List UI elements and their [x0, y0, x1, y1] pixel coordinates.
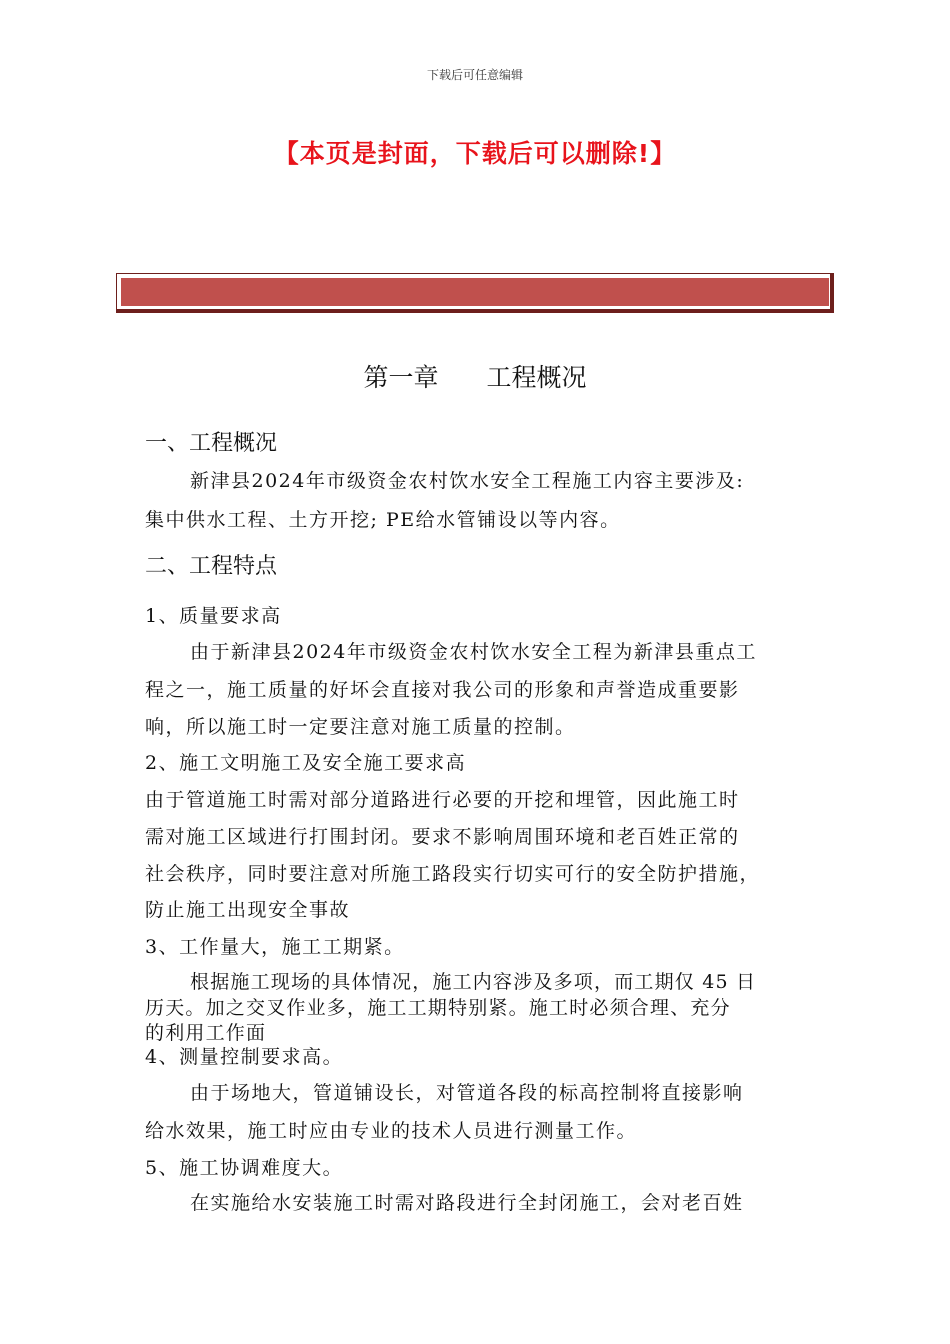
item-title: 4、测量控制要求高。	[145, 1046, 344, 1068]
chapter-name: 工程概况	[486, 363, 587, 392]
banner-shadow-bottom	[117, 309, 833, 312]
paragraph-line: 由于场地大，管道铺设长，对管道各段的标高控制将直接影响	[190, 1082, 744, 1104]
paragraph-line: 由于管道施工时需对部分道路进行必要的开挖和埋管，因此施工时	[145, 789, 740, 811]
paragraph-line: 集中供水工程、土方开挖; PE给水管铺设以等内容。	[145, 509, 621, 531]
chapter-number: 第一章	[363, 363, 439, 392]
paragraph-line: 给水效果，施工时应由专业的技术人员进行测量工作。	[145, 1120, 638, 1142]
paragraph-line: 新津县2024年市级资金农村饮水安全工程施工内容主要涉及:	[190, 470, 745, 492]
paragraph-line: 在实施给水安装施工时需对路段进行全封闭施工，会对老百姓	[190, 1192, 744, 1214]
paragraph-line: 根据施工现场的具体情况，施工内容涉及多项，而工期仅 45 日	[190, 971, 757, 993]
paragraph-line: 需对施工区域进行打围封闭。要求不影响周围环境和老百姓正常的	[145, 826, 740, 848]
chapter-title	[0, 358, 950, 394]
banner-shadow-right	[830, 274, 833, 312]
paragraph-line: 防止施工出现安全事故	[145, 899, 351, 921]
paragraph-line: 程之一，施工质量的好坏会直接对我公司的形象和声誉造成重要影	[145, 679, 740, 701]
item-title: 2、施工文明施工及安全施工要求高	[145, 752, 467, 774]
item-title: 5、施工协调难度大。	[145, 1157, 344, 1179]
paragraph-line: 社会秩序，同时要注意对所施工路段实行切实可行的安全防护措施，	[145, 863, 761, 885]
banner-fill	[121, 278, 829, 306]
paragraph-line: 响，所以施工时一定要注意对施工质量的控制。	[145, 716, 576, 738]
paragraph-line: 历天。加之交叉作业多，施工工期特别紧。施工时必须合理、充分	[145, 997, 731, 1019]
paragraph-line: 的利用工作面	[145, 1022, 267, 1044]
cover-notice: 【本页是封面，下载后可以删除!】	[273, 139, 677, 168]
section-heading: 二、工程特点	[145, 554, 278, 579]
section-heading: 一、工程概况	[145, 431, 278, 456]
item-title: 3、工作量大，施工工期紧。	[145, 936, 405, 958]
item-title: 1、质量要求高	[145, 605, 282, 627]
decorative-banner	[116, 273, 834, 313]
header-note: 下载后可任意编辑	[426, 68, 523, 82]
paragraph-line: 由于新津县2024年市级资金农村饮水安全工程为新津县重点工	[190, 641, 757, 663]
